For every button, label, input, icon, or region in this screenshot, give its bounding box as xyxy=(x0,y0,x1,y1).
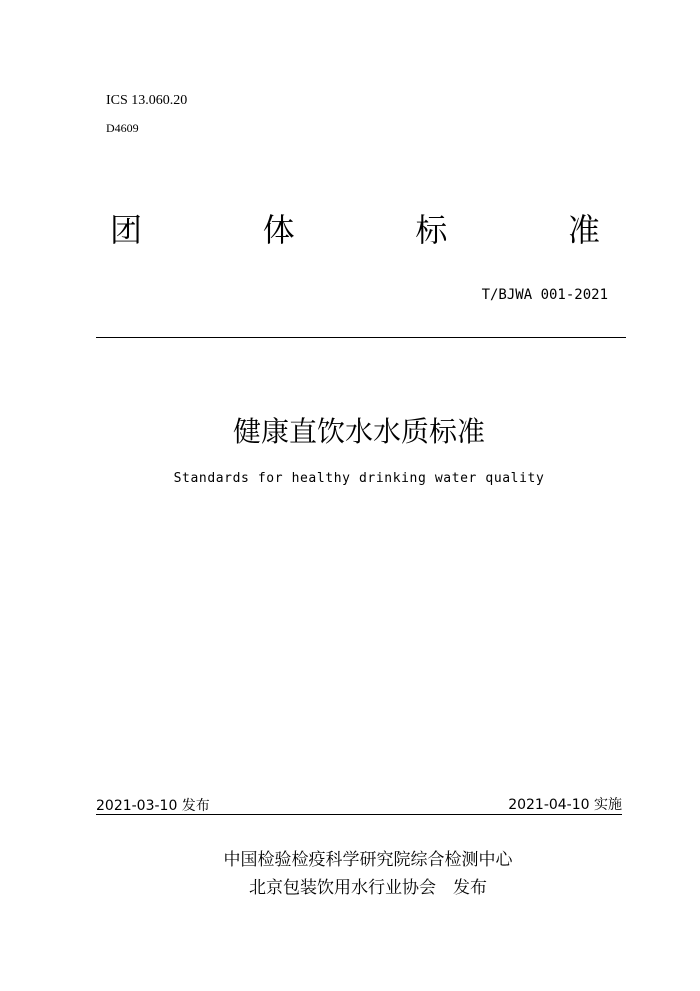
title-english: Standards for healthy drinking water quality xyxy=(173,471,545,486)
publisher-line-1: 中国检验检疫科学研究院综合检测中心 xyxy=(223,850,513,870)
bottom-divider xyxy=(96,814,622,815)
standard-type-char: 准 xyxy=(567,211,600,249)
standard-type-char: 体 xyxy=(262,211,295,249)
standard-number: T/BJWA 001-2021 xyxy=(481,287,608,303)
ics-code: ICS 13.060.20 xyxy=(106,93,188,108)
title-chinese: 健康直饮水水质标准 xyxy=(232,415,485,448)
standard-type-heading xyxy=(110,208,600,252)
standard-type-char: 标 xyxy=(415,211,448,249)
ccs-code: D4609 xyxy=(106,121,139,135)
top-divider xyxy=(96,337,626,338)
issue-date: 2021-03-10 发布 xyxy=(96,798,210,814)
implementation-date: 2021-04-10 实施 xyxy=(508,797,622,813)
publisher-line-2: 北京包装饮用水行业协会 发布 xyxy=(249,878,487,898)
standard-type-char: 团 xyxy=(110,211,143,249)
